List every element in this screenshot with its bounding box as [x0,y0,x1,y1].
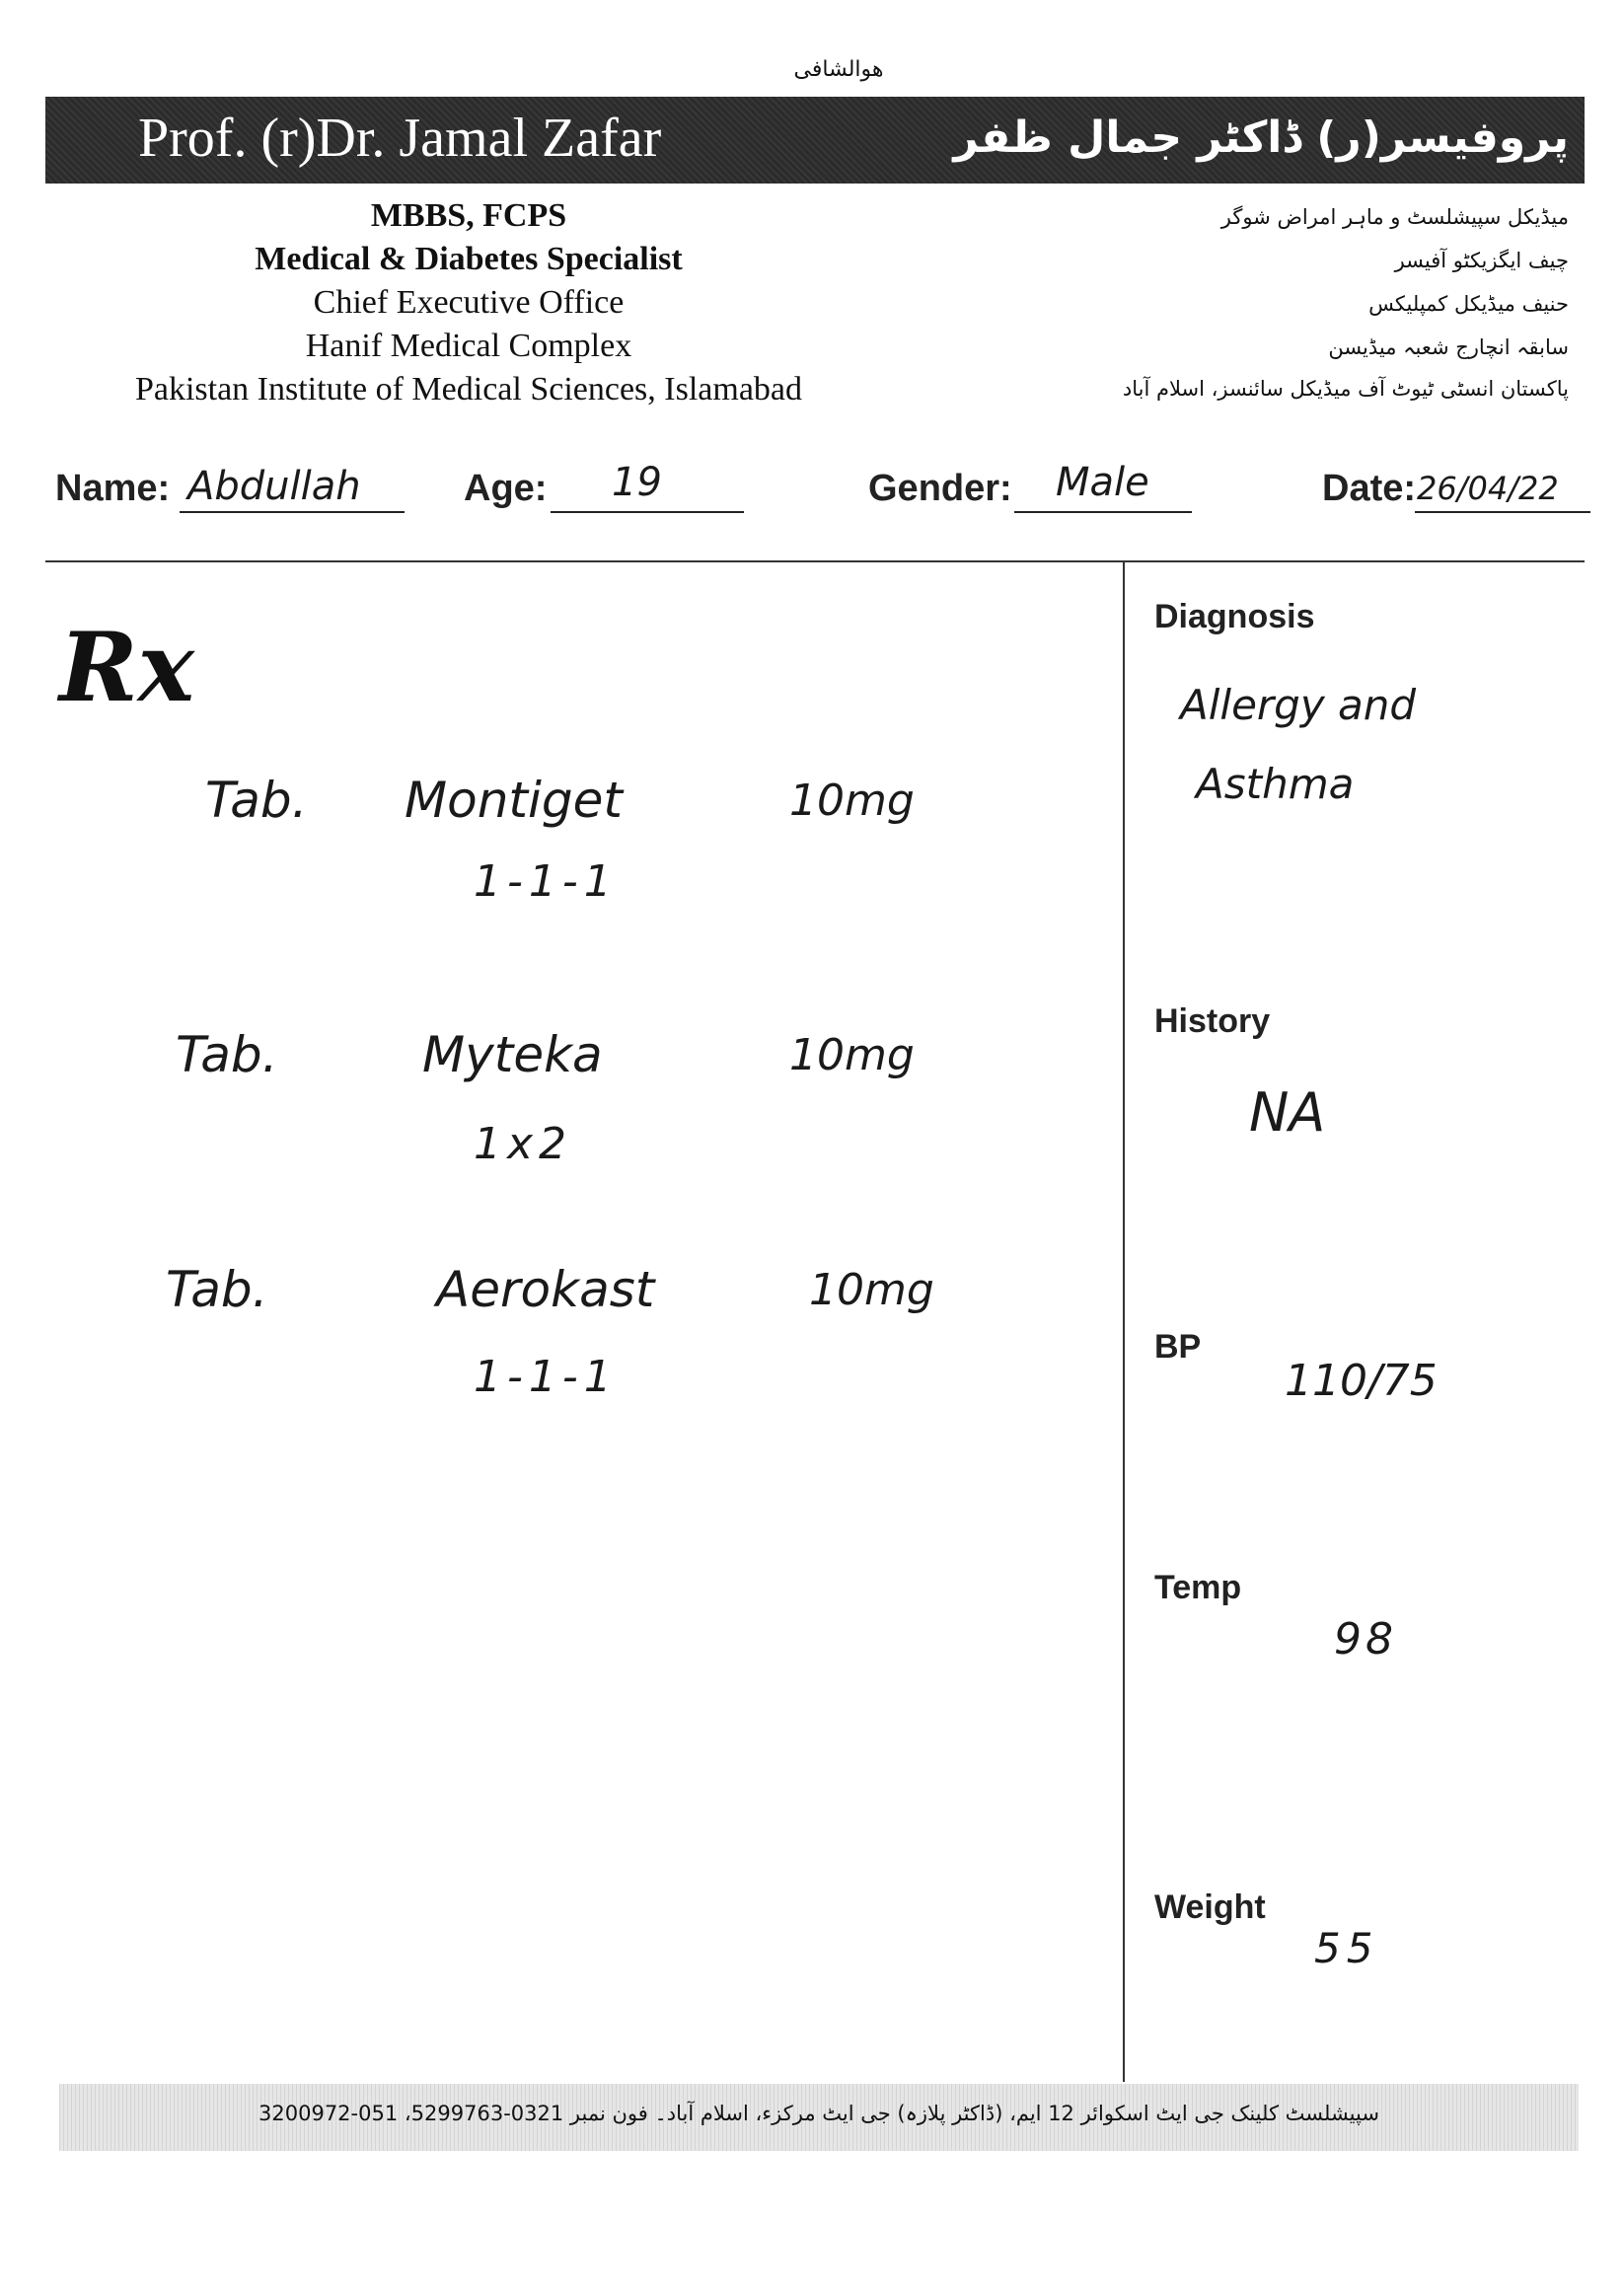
name-underline [180,511,405,513]
header-motto: هوالشافی [793,57,884,82]
qualifications: MBBS, FCPS [370,197,567,234]
gender-value: Male [1056,460,1149,505]
rx-item-form: Tab. [205,772,308,829]
urdu-line: چیف ایگزیکٹو آفیسر [1394,249,1569,272]
gender-label: Gender: [868,468,1012,509]
temp-value: 98 [1334,1614,1397,1665]
rx-item-strength: 10mg [809,1265,934,1315]
position: Chief Executive Office [313,284,625,321]
rx-item-drug: Myteka [422,1026,603,1083]
rx-item-dose: 1x2 [474,1119,573,1169]
doctor-name-english: Prof. (r)Dr. Jamal Zafar [138,108,662,169]
institute: Pakistan Institute of Medical Sciences, Islamabad [134,371,803,407]
horizontal-divider [45,560,1585,562]
weight-value: 55 [1314,1924,1379,1972]
footer-address: سپیشلسٹ کلینک جی ایٹ اسکوائر 12 ایم، (ڈاکٹر پلازہ) جی ایٹ مرکزء، اسلام آباد۔ فون نمبر 0321-5299763، 051-3200972 [258,2102,1379,2125]
gender-underline [1014,511,1192,513]
history-value: NA [1249,1081,1326,1144]
rx-symbol: Rx [59,612,195,723]
rx-item-form: Tab. [176,1026,278,1083]
urdu-line: میڈیکل سپیشلسٹ و ماہر امراض شوگر [1220,205,1569,229]
name-label: Name: [55,468,171,509]
bp-value: 110/75 [1285,1356,1438,1406]
diagnosis-label: Diagnosis [1154,598,1315,635]
date-underline [1415,511,1590,513]
date-value: 26/04/22 [1417,470,1559,507]
urdu-line: حنیف میڈیکل کمپلیکس [1368,292,1569,316]
rx-item-form: Tab. [166,1261,268,1318]
date-label: Date: [1322,468,1417,509]
age-value: 19 [612,460,662,505]
weight-label: Weight [1154,1888,1266,1926]
diagnosis-line-1: Allergy and [1180,681,1417,729]
rx-item-dose: 1-1-1 [474,1352,618,1402]
urdu-line: سابقہ انچارج شعبہ میڈیسن [1328,335,1569,359]
urdu-line: پاکستان انسٹی ٹیوٹ آف میڈیکل سائنسز، اسلام آباد [1122,377,1569,401]
name-value: Abdullah [187,464,361,509]
rx-item-dose: 1-1-1 [474,856,618,907]
rx-item-strength: 10mg [789,776,915,826]
rx-item-drug: Aerokast [436,1261,655,1318]
history-label: History [1154,1002,1271,1040]
bp-label: BP [1154,1328,1202,1366]
rx-item-drug: Montiget [405,772,624,829]
temp-label: Temp [1154,1569,1242,1606]
age-label: Age: [464,468,548,509]
age-underline [551,511,744,513]
diagnosis-line-2: Asthma [1196,760,1355,808]
doctor-name-urdu: پروفیسر(ر) ڈاکٹر جمال ظفر [953,112,1569,163]
organization: Hanif Medical Complex [305,328,632,364]
vertical-divider [1123,562,1125,2082]
specialty: Medical & Diabetes Specialist [255,241,683,277]
rx-item-strength: 10mg [789,1030,915,1080]
